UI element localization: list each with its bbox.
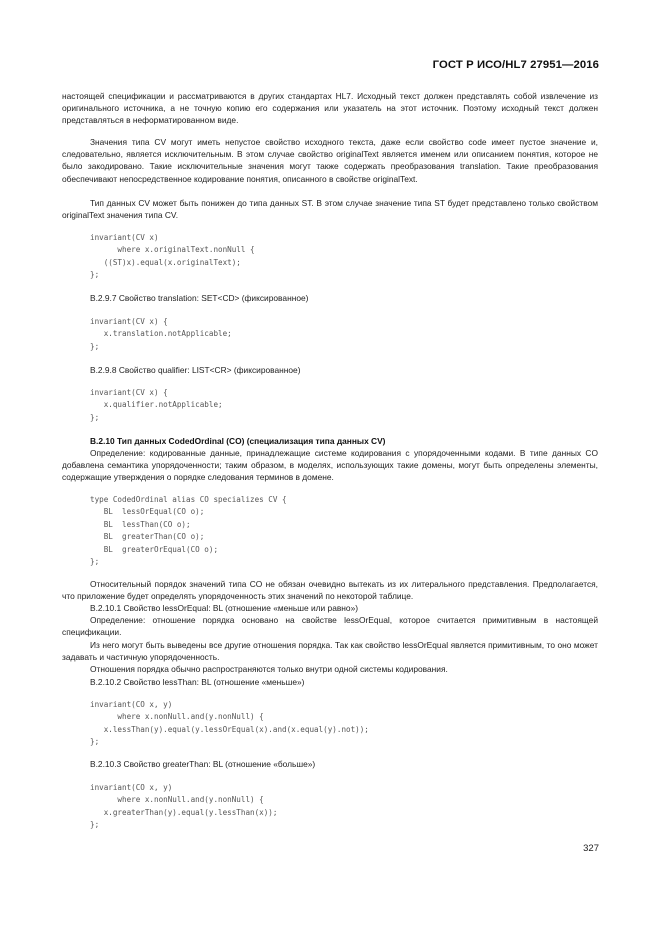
section-heading-less-or-equal: B.2.10.1 Свойство lessOrEqual: BL (отношение «меньше или равно») <box>90 603 359 613</box>
section-heading-less-than: B.2.10.2 Свойство lessThan: BL (отношение «меньше») <box>90 677 305 687</box>
section-heading-translation: B.2.9.7 Свойство translation: SET<CD> (фиксированное) <box>90 293 309 303</box>
code-block-qualifier: invariant(CV x) { x.qualifier.notApplicable; }; <box>90 388 223 422</box>
paragraph-less-or-equal-definition: Определение: отношение порядка основано на свойстве lessOrEqual, которое считается примитивным в настоящей спецификации. <box>62 615 598 638</box>
code-block-co-type: type CodedOrdinal alias CO specializes CV { BL lessOrEqual(CO o); BL lessThan(CO o); BL greaterThan(CO o); BL greaterOrEqual(CO o); }; <box>90 495 287 567</box>
paragraph-coding-system-scope: Отношения порядка обычно распространяются только внутри одной системы кодирования. <box>90 664 448 674</box>
paragraph-derived-relations: Из него могут быть выведены все другие отношения порядка. Так как свойство lessOrEqual является примитивным, то оно может задавать и частичную упорядоченность. <box>62 640 598 663</box>
paragraph-co-order: Относительный порядок значений типа CO не обязан очевидно вытекать из их литерального представления. Предполагается, что приложение будет определять упорядоченность этих значений по некоторой таблице. <box>62 579 598 602</box>
section-heading-greater-than: B.2.10.3 Свойство greaterThan: BL (отношение «больше») <box>90 759 316 769</box>
code-block-translation: invariant(CV x) { x.translation.notApplicable; }; <box>90 317 232 351</box>
code-block-greater-than: invariant(CO x, y) where x.nonNull.and(y.nonNull) { x.greaterThan(y).equal(y.lessThan(x)); }; <box>90 783 278 830</box>
section-heading-coded-ordinal: B.2.10 Тип данных CodedOrdinal (CO) (специализация типа данных CV) <box>90 436 386 446</box>
paragraph-cv-original-text: Значения типа CV могут иметь непустое свойство исходного текста, даже если свойство code имеет пустое значение и, следовательно, является исключительным. В этом случае свойство originalText является именем или описанием понятия, которое не было закодировано. Такие исключительные значения могут также содержать преобразования translation. Такие преобразования обеспечивают непосредственное кодирование понятия, описанного в свойстве originalText. <box>62 137 598 184</box>
paragraph-original-text: настоящей спецификации и рассматриваются в других стандартах HL7. Исходный текст должен представлять собой извлечение из оригинального источника, а не точную копию его содержания или указатель на этот источник. Поэтому исходный текст должен представляться в неформатированном виде. <box>62 91 598 126</box>
page-number: 327 <box>583 843 599 854</box>
paragraph-co-definition: Определение: кодированные данные, принадлежащие системе кодирования с упорядоченными кодами. В типе данных CO добавлена семантика упорядоченности; таким образом, в моделях, использующих такие домены, могут быть определены элементы, содержащие утверждения о порядке следования терминов в домене. <box>62 448 598 483</box>
code-block-less-than: invariant(CO x, y) where x.nonNull.and(y.nonNull) { x.lessThan(y).equal(y.lessOrEqual(x).and(x.equal(y).not)); }; <box>90 700 369 747</box>
code-block-cv-invariant: invariant(CV x) where x.originalText.nonNull { ((ST)x).equal(x.originalText); }; <box>90 233 255 280</box>
paragraph-cv-demotion: Тип данных CV может быть понижен до типа данных ST. В этом случае значение типа ST будет представлено только свойством originalText значения типа CV. <box>62 198 598 221</box>
section-heading-qualifier: B.2.9.8 Свойство qualifier: LIST<CR> (фиксированное) <box>90 365 301 375</box>
standard-header: ГОСТ Р ИСО/HL7 27951—2016 <box>432 59 599 71</box>
